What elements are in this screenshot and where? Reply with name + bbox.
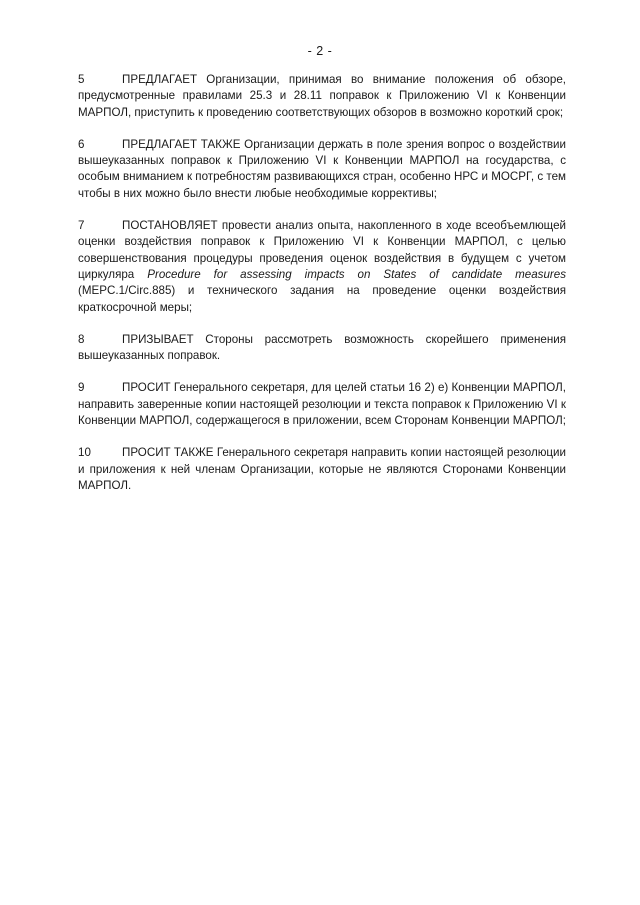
paragraph-5 bbox=[78, 72, 566, 121]
paragraph-number: 8 bbox=[78, 332, 85, 346]
paragraph-text: ПОСТАНОВЛЯЕТ провести анализ опыта, накопленного в ходе всеобъемлющей оценки воздействия поправок к Приложению VI к Конвенции МАРПОЛ, с целью совершенствования процедуры проведения оценок воздействия в будущем с учетом циркуляра bbox=[78, 219, 566, 281]
page-number: - 2 - bbox=[307, 44, 333, 58]
paragraph-text: ПРОСИТ Генерального секретаря, для целей статьи 16 2) e) Конвенции МАРПОЛ, направить заверенные копии настоящей резолюции и текста поправок к Приложению VI к Конвенции МАРПОЛ, содержащегося в приложении, всем Сторонам Конвенции МАРПОЛ; bbox=[78, 381, 566, 428]
paragraph-number: 9 bbox=[78, 381, 85, 395]
document-body bbox=[78, 72, 566, 510]
paragraph-number: 7 bbox=[78, 219, 85, 233]
paragraph-10 bbox=[78, 445, 566, 494]
paragraph-number: 5 bbox=[78, 73, 85, 86]
paragraph-text: ПРОСИТ ТАКЖЕ Генерального секретаря направить копии настоящей резолюции и приложения к ней членам Организации, которые не являются Сторонами Конвенции МАРПОЛ. bbox=[78, 446, 566, 492]
paragraph-number: 6 bbox=[78, 137, 85, 151]
paragraph-6 bbox=[78, 137, 566, 202]
paragraph-text: ПРЕДЛАГАЕТ Организации, принимая во внимание положения об обзоре, предусмотренные правилами 25.3 и 28.11 поправок к Приложению VI к Конвенции МАРПОЛ, приступить к проведению соответствующих обзоров в возможно короткий срок; bbox=[78, 73, 566, 119]
paragraph-text-continued: (MEPC.1/Circ.885) и технического задания на проведение оценки воздействия краткосрочной меры; bbox=[78, 284, 566, 314]
circular-title: Procedure for assessing impacts on States of candidate measures bbox=[147, 267, 566, 281]
paragraph-9 bbox=[78, 380, 566, 429]
paragraph-8 bbox=[78, 332, 566, 365]
paragraph-number: 10 bbox=[78, 446, 91, 460]
paragraph-text: ПРИЗЫВАЕТ Стороны рассмотреть возможность скорейшего применения вышеуказанных поправок. bbox=[78, 332, 566, 363]
paragraph-text: ПРЕДЛАГАЕТ ТАКЖЕ Организации держать в поле зрения вопрос о воздействии вышеуказанных поправок к Приложению VI к Конвенции МАРПОЛ на государства, с особым вниманием к потребностям развивающихся стран, особенно НРС и МОСРГ, с тем чтобы в них можно было внести любые необходимые коррективы; bbox=[78, 137, 566, 200]
paragraph-7 bbox=[78, 218, 566, 316]
